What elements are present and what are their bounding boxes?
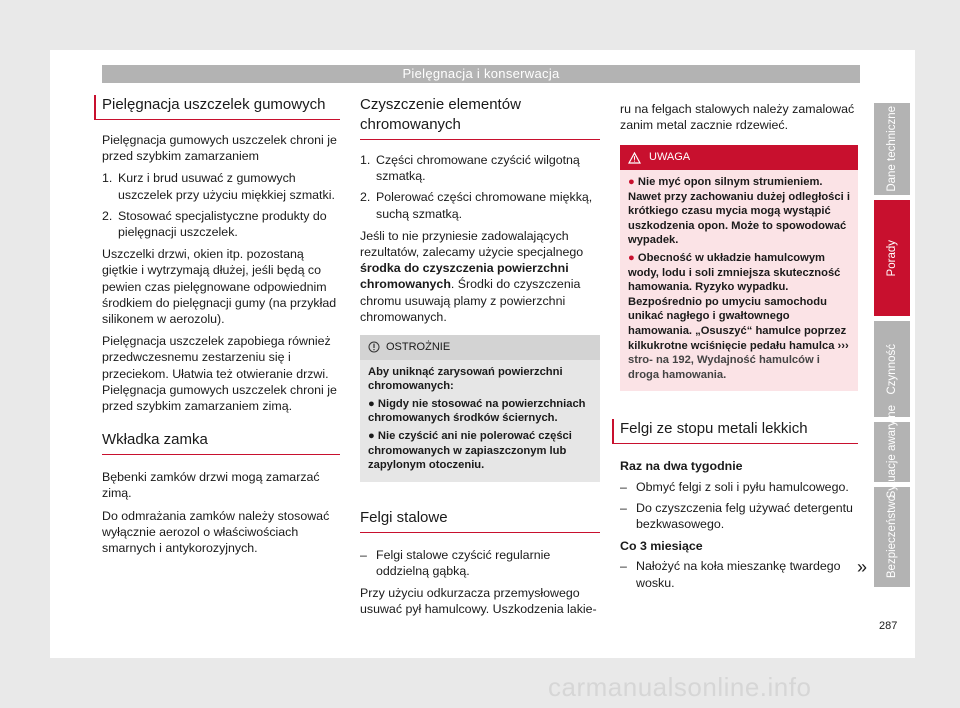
list-item: 2. Polerować części chromowane miękką, suchą szmatką.	[360, 190, 593, 221]
page-reference[interactable]: stro- na 192, Wydajność hamulców i droga hamowania.	[628, 354, 820, 381]
tab-bezpieczenstwo[interactable]: Bezpieczeństwo	[874, 487, 910, 587]
paragraph: Bębenki zamków drzwi mogą zamarzać zimą.	[102, 470, 320, 501]
info-circle-icon	[368, 341, 380, 353]
watermark: carmanualsonline.info	[548, 672, 812, 702]
list-item: 2. Stosować specjalistyczne produkty do pielęgnacji uszczelek.	[102, 208, 327, 240]
caution-item: ● Nigdy nie stosować na powierzchniach chromowanych środków ściernych.	[368, 397, 586, 425]
paragraph: Jeśli to nie przyniesie zadowalających rezultatów, zalecamy użycie specjalnego środka do czyszczenia powierzchni chromowanych. Środki do czyszczenia chromu usuwają plamy z powierzchni chromowanych.	[360, 228, 584, 324]
list-item: – Obmyć felgi z soli i pyłu hamulcowego.	[620, 479, 849, 494]
tab-dane-techniczne[interactable]: Dane techniczne	[874, 103, 910, 195]
section-title-wkladka: Wkładka zamka	[102, 430, 340, 455]
list-item: – Nałożyć na koła mieszankę twardego wosku.	[620, 559, 841, 590]
section-title-felgi-stalowe: Felgi stalowe	[360, 508, 600, 533]
warning-item: ● Obecność w układzie hamulcowym wody, lodu i soli zmniejsza skuteczność hamowania. Ryzyko wypadku. Bezpośrednio po umyciu samochodu unikać nagłego i gwałtownego hamowania. „Osuszyć“ hamulce poprzez kilkukrotne wciśnięcie pedału hamulca ››› stro- na 192, Wydajność hamulców i droga hamowania.	[628, 251, 849, 381]
chapter-tabs	[874, 103, 910, 592]
tab-czynnosc[interactable]: Czynność	[874, 321, 910, 417]
steps-list	[360, 152, 600, 222]
caution-intro: Aby uniknąć zarysowań powierzchni chromowanych:	[368, 365, 563, 393]
tab-porady[interactable]: Porady	[874, 200, 910, 316]
subheading: Co 3 miesiące	[620, 539, 703, 554]
chapter-header: Pielęgnacja i konserwacja	[102, 65, 860, 83]
steps-list	[102, 170, 340, 240]
paragraph: Przy użyciu odkurzacza przemysłowego usuwać pył hamulcowy. Uszkodzenia lakie-	[360, 586, 597, 617]
caution-header	[360, 335, 600, 360]
column-2	[360, 95, 600, 624]
section-title-uszczelki: Pielęgnacja uszczelek gumowych	[94, 95, 340, 120]
dash-list	[360, 547, 600, 579]
caution-item: ● Nie czyścić ani nie polerować części chromowanych w zapiaszczonym lub zapylonym otoczeniu.	[368, 430, 572, 472]
continued-arrow: »	[857, 557, 868, 577]
list-item: 1. Kurz i brud usuwać z gumowych uszczelek przy użyciu miękkiej szmatki.	[102, 171, 335, 202]
intro-text: Pielęgnacja gumowych uszczelek chroni je przed szybkim zamarzaniem	[102, 133, 337, 164]
caution-box	[360, 335, 600, 482]
list-item: – Do czyszczenia felg używać detergentu bezkwasowego.	[620, 500, 853, 531]
section-title-chrom: Czyszczenie elementów chromowanych	[360, 95, 600, 140]
paragraph: Pielęgnacja uszczelek zapobiega również przedwczesnemu zestarzeniu się i przeciekom. Ułatwia też otwieranie drzwi. Pielęgnacja gumowych uszczelek chroni je przed szybkim zamarzaniem zimą.	[102, 334, 337, 414]
dash-list	[620, 558, 858, 590]
warning-label: UWAGA	[649, 151, 691, 164]
paragraph: ru na felgach stalowych należy zamalować zanim metal zacznie rdzewieć.	[620, 102, 855, 133]
paragraph: Do odmrażania zamków należy stosować wyłącznie aerozol o właściwościach smarnych i antykorozyjnych.	[102, 508, 330, 556]
dash-list	[620, 479, 858, 533]
column-1	[102, 95, 340, 562]
column-3	[620, 101, 858, 597]
paragraph: Uszczelki drzwi, okien itp. pozostaną giętkie i wytrzymają dłużej, jeśli będą co pewien czas pielęgnowane odpowiednim środkiem do pielęgnacji gumy (na przykład silikonem w aerozolu).	[102, 247, 337, 327]
section-title-felgi-lekkie: Felgi ze stopu metali lekkich	[612, 419, 858, 444]
caution-label: OSTROŻNIE	[386, 341, 451, 354]
subheading: Raz na dwa tygodnie	[620, 459, 743, 474]
page-number: 287	[879, 620, 898, 632]
warning-header	[620, 145, 858, 170]
warning-item: ● Nie myć opon silnym strumieniem. Nawet przy zachowaniu dużej odległości i krótkiego czasu mycia mogą wystąpić uszkodzenia opon. Może to spowodować wypadek.	[628, 176, 850, 247]
tab-sytuacje-awaryjne[interactable]: Sytuacje awaryjne	[874, 422, 910, 482]
list-item: – Felgi stalowe czyścić regularnie oddzielną gąbką.	[360, 547, 551, 578]
list-item: 1. Części chromowane czyścić wilgotną szmatką.	[360, 153, 580, 184]
warning-box	[620, 145, 858, 391]
warning-triangle-icon	[628, 152, 641, 164]
